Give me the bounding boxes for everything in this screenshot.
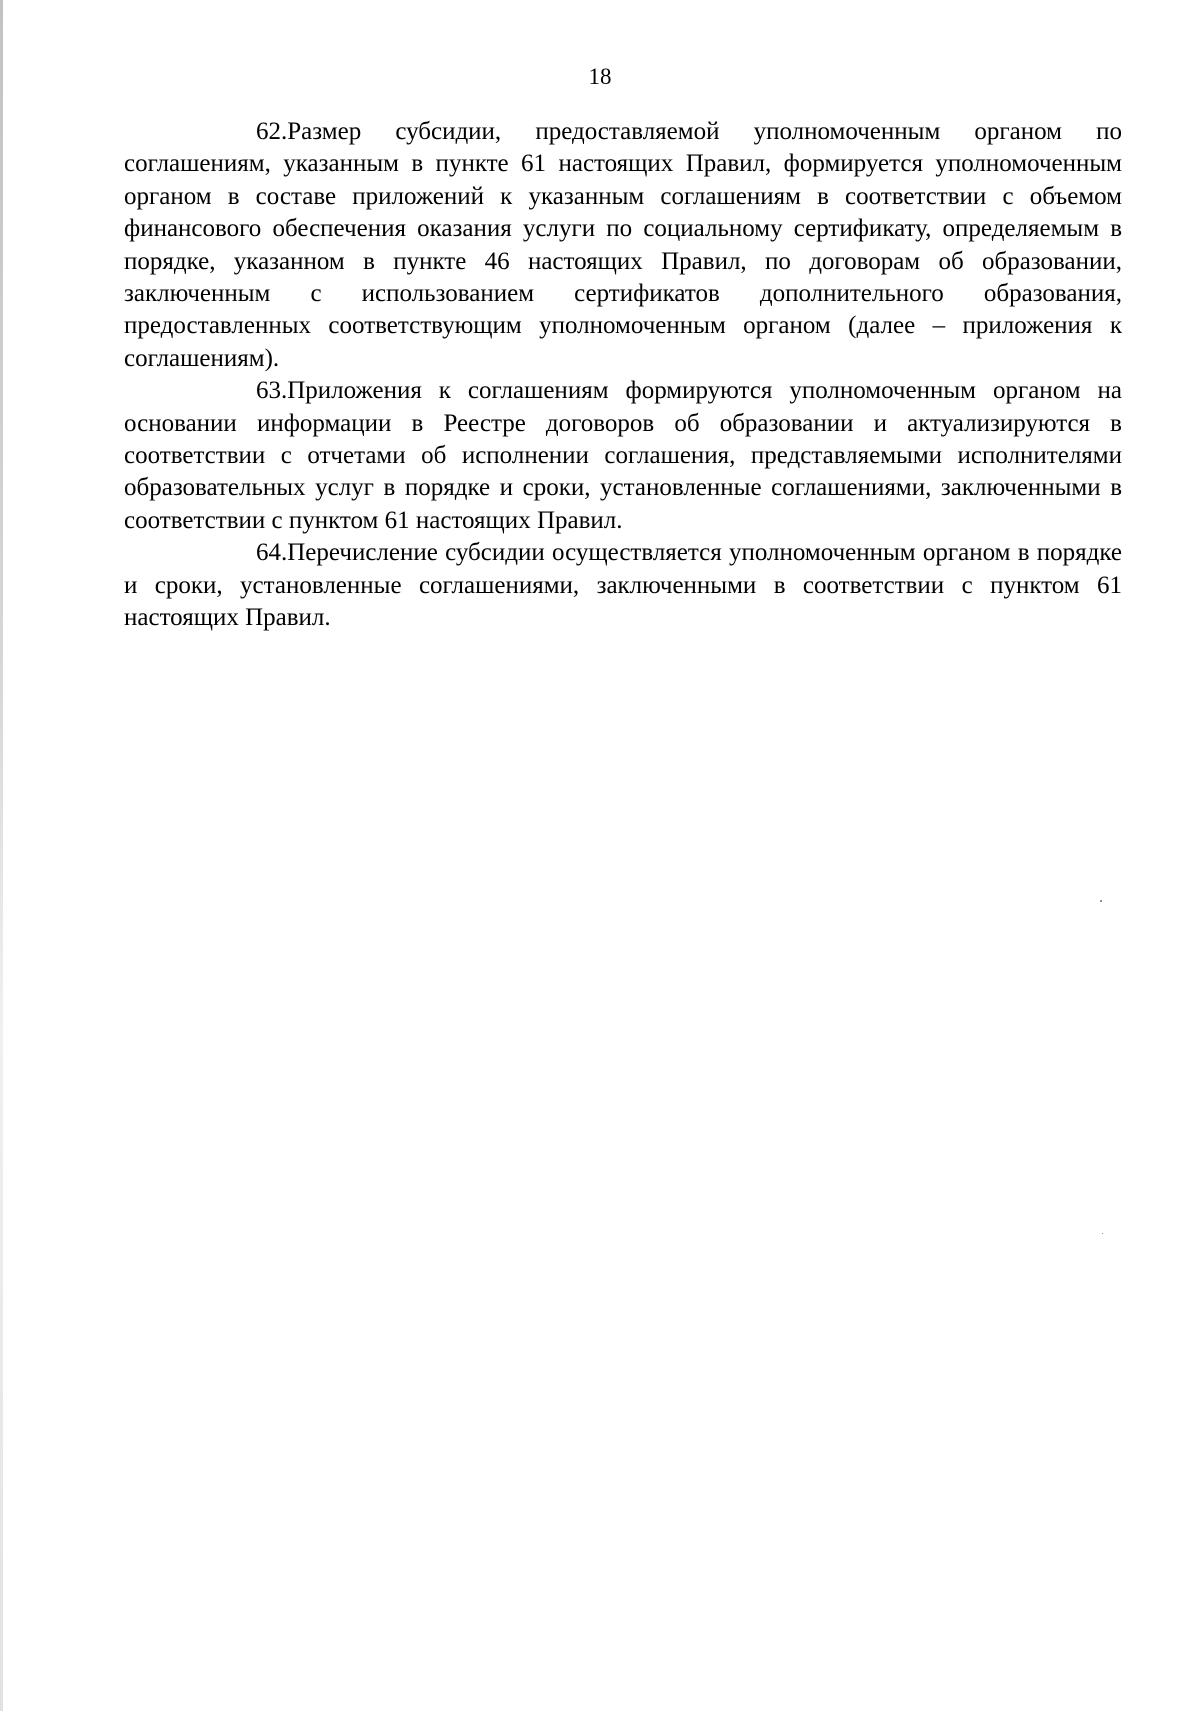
- paragraph-63: [124, 375, 1122, 537]
- paragraph-text: Размер субсидии, предоставляемой уполномоченным органом по соглашениям, указанным в пункте 61 настоящих Правил, формируется уполномоченным органом в составе приложений к указанным соглашениям в соответствии с объемом финансового обеспечения оказания услуги по социальному сертификату, определяемым в порядке, указанном в пункте 46 настоящих Правил, по договорам об образовании, заключенным с использованием сертификатов дополнительного образования, предоставленных соответствующим уполномоченным органом (далее – приложения к соглашениям).: [124, 118, 1122, 372]
- paragraph-number: 63.: [256, 377, 288, 405]
- paragraph-62: [124, 116, 1122, 375]
- page-number: 18: [588, 64, 612, 89]
- paragraph-number: 62.: [256, 118, 288, 145]
- paragraph-64: [124, 537, 1122, 634]
- paragraph-text: Приложения к соглашениям формируются уполномоченным органом на основании информации в Реестре договоров об образовании и актуализируются в соответствии с отчетами об исполнении соглашения, представляемыми исполнителями образовательных услуг в порядке и сроки, установленные соглашениями, заключенными в соответствии с пунктом 61 настоящих Правил.: [124, 377, 1122, 534]
- paragraph-text: Перечисление субсидии осуществляется уполномоченным органом в порядке и сроки, установленные соглашениями, заключенными в соответствии с пунктом 61 настоящих Правил.: [124, 539, 1122, 632]
- document-body: [124, 116, 1122, 635]
- scan-speck: [1100, 900, 1102, 902]
- scan-edge-shadow: [0, 0, 3, 1711]
- scan-speck: [1102, 1233, 1103, 1234]
- paragraph-number: 64.: [256, 539, 288, 567]
